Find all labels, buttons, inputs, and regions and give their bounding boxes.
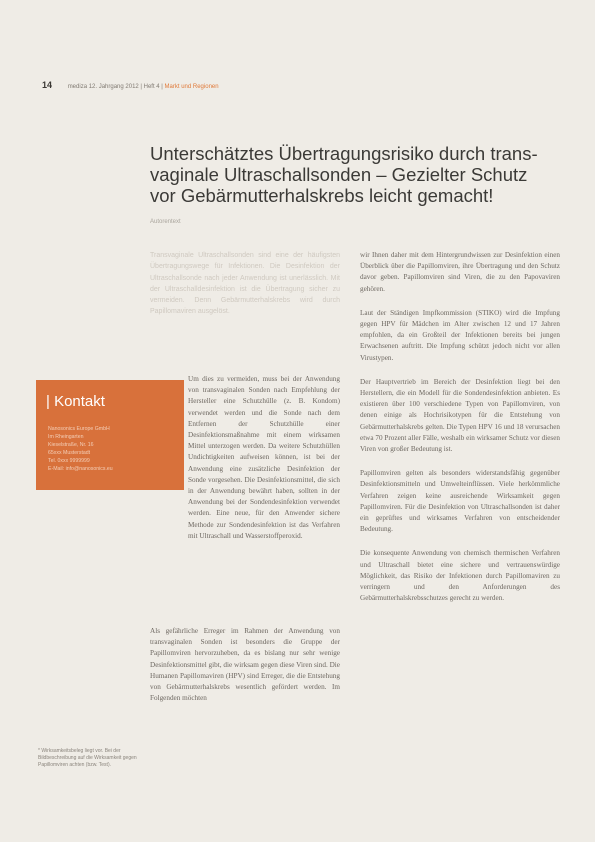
paragraph: Laut der Ständigen Impfkommission (STIKO) wird die Impfung gegen HPV für Mädchen im Alter zwischen 12 und 17 Jahren empfohlen, da ein Großteil der Infektionen bereits bei jungen Erwachsenen auftritt. Die Impfung schützt jedoch nicht vor allen Virustypen. — [360, 308, 560, 362]
paragraph: Als gefährliche Erreger im Rahmen der Anwendung von transvaginalen Sonden ist besonders die Gruppe der Papillomviren hervorzuheben, da es bislang nur sehr wenige Desinfektionsmittel gibt, die wirksam gegen diese Viren sind. Die Humanen Papillomaviren (HPV) sind Erreger, die die Entstehung von Gebärmutterhalskrebs wesentlich gefördert werden. Im Folgenden möchten — [150, 627, 340, 703]
intro-paragraph: Transvaginale Ultraschallsonden sind eine der häufigsten Übertragungswege für Infektionen. Die Desinfektion der Ultraschallsonde nach jeder Anwendung ist unerlässlich. Mit der Ultraschalldesinfektion ist die Übertragung sicher zu vermeiden. Denn Gebärmutterhalskrebs wird durch Papillomaviren ausgelöst. — [150, 252, 340, 316]
paragraph: wir Ihnen daher mit dem Hintergrundwissen zur Desinfektion einen Überblick über die Papillomviren, ihre Übertragung und den Schutz davor geben. Papillomviren sind Viren, die zu den Papovaviren gehören. — [360, 251, 560, 293]
issue-info: mediza 12. Jahrgang 2012 | Heft 4 | — [67, 84, 163, 90]
contact-heading: | Kontakt — [46, 393, 105, 410]
body-column-a — [188, 374, 340, 555]
contact-box — [36, 380, 184, 490]
contact-line: Tel. 0xxx 9999999 — [48, 458, 90, 464]
contact-line: 65xxx Musterstadt — [48, 450, 91, 456]
body-column-c — [360, 250, 560, 617]
paragraph: Die konsequente Anwendung von chemisch thermischen Verfahren und Ultraschall bietet eine sichere und vertrauenswürdige Möglichkeit, das Risiko der Infektionen durch Papillomaviren zu verringern und den Anforderungen des Gebärmutterhalskrebsschutzes gerecht zu werden. — [360, 549, 560, 603]
paragraph: Um dies zu vermeiden, muss bei der Anwendung von transvaginalen Sonden nach Empfehlung der Hersteller eine Schutzhülle (z. B. Kondom) verwendet werden und die Sonde nach dem Entfernen der Schutzhülle einer Desinfektionsmaßnahme mit einem wirksamen Mittel unterzogen werden. Da weitere Schutzhüllen Undichtigkeiten aufweisen können, ist bei der Anwendung eine zusätzliche Desinfektion der Sonde vorgesehen. Die Desinfektionsmittel, die sich in der Anwendung bewährt haben, sollten in der Anwendung bei der Sondendesinfektion verwendet werden. Eine neue, für den Anwender sichere Methode zur Sondendesinfektion ist das Verfahren mit Ultraschall und Wasserstoffperoxid. — [188, 375, 340, 540]
paragraph: Papillomviren gelten als besonders widerstandsfähig gegenüber Desinfektionsmitteln und Umwelteinflüssen. Viele herkömmliche Verfahren zeigen keine ausreichende Wirksamkeit gegen Papillomviren. Für die Desinfektion von Ultraschallsonden ist daher ein geprüftes und wirksames Verfahren von entscheidender Bedeutung. — [360, 469, 560, 534]
byline: Autorentext — [150, 219, 181, 225]
body-column-b — [150, 626, 340, 717]
running-header — [42, 80, 219, 90]
paragraph: Der Hauptvertrieb im Bereich der Desinfektion liegt bei den Herstellern, die ein Modell für die Sondendesinfektion anbieten. Es existieren über 100 verschiedene Typen von Papillomviren, von denen einige als Hochrisikotypen für die Entstehung von Gebärmutterhalskrebs gelten. Die Typen HPV 16 und 18 verursachen etwa 70 Prozent aller Fälle, weshalb ein wirksamer Schutz vor diesen Viren von großer Bedeutung ist. — [360, 377, 560, 454]
contact-line: Im Rheingarten — [48, 434, 84, 440]
contact-email[interactable]: E-Mail: info@nanosonics.eu — [48, 466, 113, 472]
section-label: Markt und Regionen — [164, 84, 219, 90]
contact-line: Nanosonics Europe GmbH — [48, 426, 110, 432]
contact-line: Kieselstraße, Nr. 16 — [48, 442, 94, 448]
title-line-3: vor Gebärmutterhalskrebs leicht gemacht! — [150, 185, 494, 206]
title-line-1: Unterschätztes Übertragungsrisiko durch trans- — [150, 143, 538, 164]
page-number: 14 — [42, 80, 53, 90]
article-title — [150, 143, 560, 206]
footnote-caption: * Wirksamkeitsbeleg liegt vor. Bei der Bildbeschreibung auf die Wirksamkeit gegen Papillomviren achten (bzw. Test). — [38, 748, 137, 768]
title-line-2: vaginale Ultraschallsonden – Gezielter Schutz — [150, 164, 528, 185]
